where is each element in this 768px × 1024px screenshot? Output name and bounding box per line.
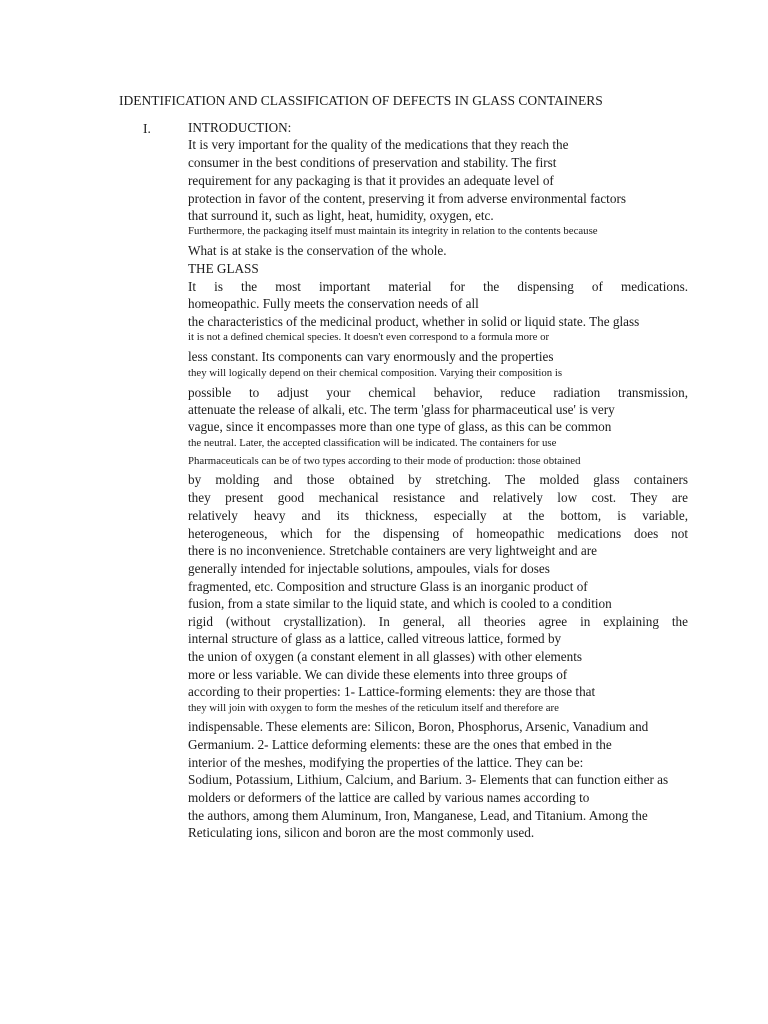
body-text-line: attenuate the release of alkali, etc. The term 'glass for pharmaceutical use' is very [188, 402, 615, 417]
section-heading: INTRODUCTION: [188, 120, 292, 135]
body-text-line: indispensable. These elements are: Silicon, Boron, Phosphorus, Arsenic, Vanadium and [188, 719, 649, 734]
body-text-line: vague, since it encompasses more than one type of glass, as this can be common [188, 419, 612, 434]
body-text-line: heterogeneous, which for the dispensing of homeopathic medications does not [188, 526, 688, 541]
body-text-line: the characteristics of the medicinal product, whether in solid or liquid state. The glass [188, 314, 640, 329]
body-text-line: molders or deformers of the lattice are called by various names according to [188, 790, 590, 805]
section-number: I. [143, 121, 151, 136]
body-text-line: relatively heavy and its thickness, especially at the bottom, is variable, [188, 508, 688, 523]
body-text-line: that surround it, such as light, heat, humidity, oxygen, etc. [188, 208, 494, 223]
body-text-line: generally intended for injectable solutions, ampoules, vials for doses [188, 561, 550, 576]
body-text-line: Sodium, Potassium, Lithium, Calcium, and Barium. 3- Elements that can function either as [188, 772, 669, 787]
body-text-line: less constant. Its components can vary enormously and the properties [188, 349, 554, 364]
body-text-line: more or less variable. We can divide these elements into three groups of [188, 667, 568, 682]
body-text-line: requirement for any packaging is that it provides an adequate level of [188, 173, 554, 188]
body-text-line: internal structure of glass as a lattice, called vitreous lattice, formed by [188, 631, 562, 646]
body-text-line: homeopathic. Fully meets the conservation needs of all [188, 296, 479, 311]
body-text-line: rigid (without crystallization). In general, all theories agree in explaining the [188, 614, 688, 629]
body-text-line: the neutral. Later, the accepted classification will be indicated. The containers for use [188, 437, 557, 449]
body-text-line: they will logically depend on their chemical composition. Varying their composition is [188, 367, 563, 379]
body-text-line: according to their properties: 1- Lattice-forming elements: they are those that [188, 684, 596, 699]
body-text-line: protection in favor of the content, preserving it from adverse environmental factors [188, 191, 626, 206]
body-text-line: fusion, from a state similar to the liquid state, and which is cooled to a condition [188, 596, 612, 611]
body-text-line: they present good mechanical resistance and relatively low cost. They are [188, 490, 688, 505]
body-text-line: there is no inconvenience. Stretchable containers are very lightweight and are [188, 543, 598, 558]
document-body [188, 0, 688, 1024]
body-text-line: What is at stake is the conservation of the whole. [188, 243, 447, 258]
body-text-line: fragmented, etc. Composition and structure Glass is an inorganic product of [188, 579, 588, 594]
body-text-line: Pharmaceuticals can be of two types according to their mode of production: those obtained [188, 455, 581, 467]
document-title: IDENTIFICATION AND CLASSIFICATION OF DEFECTS IN GLASS CONTAINERS [119, 93, 603, 108]
body-text-line: Furthermore, the packaging itself must maintain its integrity in relation to the contents because [188, 225, 598, 237]
body-text-line: the union of oxygen (a constant element in all glasses) with other elements [188, 649, 583, 664]
subheading: THE GLASS [188, 261, 259, 276]
body-text-line: it is not a defined chemical species. It doesn't even correspond to a formula more or [188, 331, 550, 343]
body-text-line: interior of the meshes, modifying the properties of the lattice. They can be: [188, 755, 584, 770]
body-text-line: possible to adjust your chemical behavior, reduce radiation transmission, [188, 385, 688, 400]
body-text-line: by molding and those obtained by stretching. The molded glass containers [188, 472, 688, 487]
body-text-line: Germanium. 2- Lattice deforming elements: these are the ones that embed in the [188, 737, 612, 752]
body-text-line: consumer in the best conditions of preservation and stability. The first [188, 155, 557, 170]
body-text-line: It is very important for the quality of the medications that they reach the [188, 137, 569, 152]
body-text-line: It is the most important material for the dispensing of medications. [188, 279, 688, 294]
body-text-line: Reticulating ions, silicon and boron are the most commonly used. [188, 825, 535, 840]
body-text-line: the authors, among them Aluminum, Iron, Manganese, Lead, and Titanium. Among the [188, 808, 648, 823]
body-text-line: they will join with oxygen to form the meshes of the reticulum itself and therefore are [188, 702, 559, 714]
